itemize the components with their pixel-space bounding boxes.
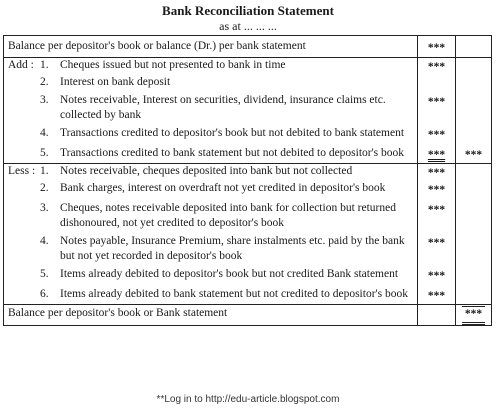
add-item-number: 1. <box>40 59 49 71</box>
less-item-text: Items already debited to bank statement but not credited to depositor's book <box>60 288 408 300</box>
less-item-number: 5. <box>40 268 49 280</box>
less-item-text: Notes receivable, cheques deposited into bank but not collected <box>60 165 353 177</box>
less-item-text: Items already debited to depositor's book but not credited Bank statement <box>60 268 399 280</box>
statement-date-line: as at ... ... ... <box>219 19 277 33</box>
add-item-text: Transactions credited to bank statement but not debited to depositor's book <box>60 147 405 159</box>
add-item-number: 2. <box>40 76 49 88</box>
reconciliation-table <box>3 35 492 326</box>
opening-balance-amount: *** <box>427 42 446 54</box>
add-item-amount: *** <box>427 149 446 161</box>
less-item-text: Bank charges, interest on overdraft not yet credited in depositor's book <box>60 182 386 194</box>
add-item-amount: *** <box>427 129 446 141</box>
add-item-number: 3. <box>40 94 49 106</box>
add-item-text: Transactions credited to depositor's book but not debited to bank statement <box>60 127 405 139</box>
less-item-number: 1. <box>40 165 49 177</box>
less-item-text: Cheques, notes receivable deposited into bank for collection but returned dishonoured, not yet credited to depositor's book <box>60 202 396 229</box>
add-label: Add : <box>8 59 34 71</box>
add-item-row <box>4 90 492 123</box>
add-item-amount: *** <box>427 61 446 73</box>
add-item-row <box>4 58 492 76</box>
less-item-text: Notes payable, Insurance Premium, share instalments etc. paid by the bank but not yet recorded in depositor's book <box>60 235 405 262</box>
less-item-row <box>4 181 492 198</box>
less-item-row <box>4 264 492 284</box>
add-item-number: 4. <box>40 127 49 139</box>
less-label: Less : <box>8 165 36 177</box>
add-item-row <box>4 123 492 143</box>
less-item-amount: *** <box>427 290 446 302</box>
less-item-row <box>4 231 492 264</box>
opening-balance-row <box>4 36 492 58</box>
closing-balance-row <box>4 305 492 326</box>
less-item-amount: *** <box>427 237 446 249</box>
less-item-row <box>4 198 492 231</box>
less-item-amount: *** <box>427 270 446 282</box>
less-item-number: 4. <box>40 235 49 247</box>
less-item-row <box>4 284 492 305</box>
less-item-amount: *** <box>427 184 446 196</box>
closing-balance-amount: *** <box>462 306 485 325</box>
add-item-number: 5. <box>40 147 49 159</box>
less-item-number: 2. <box>40 182 49 194</box>
add-item-text: Cheques issued but not presented to bank in time <box>60 59 286 71</box>
less-item-amount: *** <box>427 167 446 179</box>
add-item-amount: *** <box>427 96 446 108</box>
statement-title: Bank Reconciliation Statement <box>162 3 334 18</box>
closing-balance-label: Balance per depositor's book or Bank statement <box>8 307 228 319</box>
add-item-row <box>4 75 492 90</box>
less-item-number: 3. <box>40 202 49 214</box>
less-item-number: 6. <box>40 288 49 300</box>
add-total-amount: *** <box>464 149 483 161</box>
opening-balance-label: Balance per depositor's book or balance (Dr.) per bank statement <box>8 40 306 52</box>
add-item-text: Interest on bank deposit <box>60 76 171 88</box>
footer-note: **Log in to http://edu-article.blogspot.com <box>156 394 340 405</box>
add-item-row <box>4 143 492 164</box>
less-item-row <box>4 164 492 182</box>
add-item-text: Notes receivable, Interest on securities, dividend, insurance claims etc. collected by bank <box>60 94 386 121</box>
less-item-amount: *** <box>427 204 446 216</box>
